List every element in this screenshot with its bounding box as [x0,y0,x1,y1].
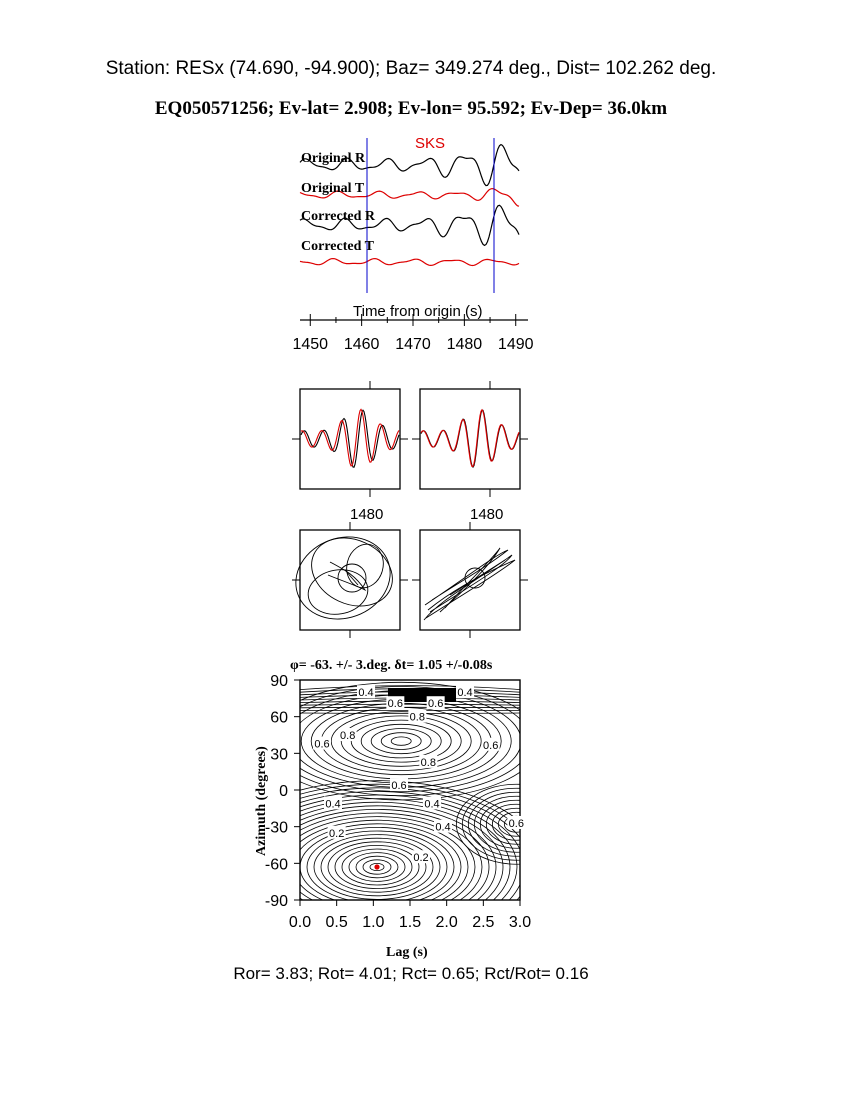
original-particle-motion-plot [284,524,403,632]
ratio-summary: Ror= 3.83; Rot= 4.01; Rct= 0.65; Rct/Rot= 0.16 [233,964,589,983]
trace-label-original-r: Original R [301,151,366,166]
corrected-overlay-t-trace [421,410,519,467]
contour-label: 0.6 [483,739,499,752]
corrected-t-trace [300,259,519,266]
seismogram-panel [292,135,533,353]
time-tick-label: 1490 [497,336,534,353]
original-components-plot [301,409,399,467]
particle-motion-ticks [292,522,528,638]
time-axis-label: Time from origin (s) [353,303,483,320]
trace-label-original-t: Original T [301,181,365,196]
azimuth-tick-label: 60 [270,709,288,727]
trace-label-corrected-t: Corrected T [301,239,374,254]
azimuth-tick-label: 0 [279,783,288,800]
contour-line [371,729,431,754]
azimuth-tick-label: 90 [270,673,288,690]
original-overlay-t-trace [301,409,399,466]
contour-label: 0.4 [358,687,374,700]
contour-label: 0.8 [409,711,425,724]
contour-line [311,703,491,779]
overlay-tick-label-right: 1480 [470,506,504,523]
contour-line [361,724,441,758]
lag-tick-label: 1.0 [362,914,385,931]
azimuth-tick-label: 30 [270,746,288,764]
original-overlay-r-trace [301,410,399,467]
azimuth-tick-label: -60 [264,856,288,874]
contour-label: 0.6 [428,698,444,711]
overlay-ticks [292,381,528,497]
contour-label: 0.8 [420,756,436,769]
phase-label: SKS [415,135,446,152]
particle-motion-panel [284,522,528,638]
contour-label: 0.4 [325,798,341,811]
time-tick-label: 1460 [343,336,380,353]
contour-label: 0.4 [424,798,440,811]
corrected-particle-motion-box [420,530,520,630]
time-tick-label: 1470 [395,336,431,353]
corrected-components-box [420,389,520,489]
contour-line [391,737,411,745]
lag-tick-label: 1.5 [398,914,422,931]
time-tick-label: 1480 [446,336,483,353]
best-fit-marker [374,864,379,869]
contour-line [341,716,461,766]
contour-label: 0.2 [413,852,429,865]
lag-tick-label: 0.5 [325,914,348,931]
contour-line [381,733,421,750]
azimuth-tick-label: -90 [264,893,288,910]
contour-line [300,704,520,705]
station-info-title: Station: RESx (74.690, -94.900); Baz= 349.274 deg., Dist= 102.262 deg. [105,58,717,79]
corrected-components-plot [421,410,519,467]
event-info-title: EQ050571256; Ev-lat= 2.908; Ev-lon= 95.592; Ev-Dep= 36.0km [154,98,668,119]
contour-label: 0.8 [340,730,356,742]
energy-grid-panel [209,658,576,960]
contour-label: 0.6 [391,780,407,793]
splitting-result: φ= -63. +/- 3.deg. δt= 1.05 +/-0.08s [290,658,493,673]
contour-label: 0.6 [314,738,330,751]
overlay-tick-label-left: 1480 [350,506,384,523]
contour-label: 0.6 [508,818,524,830]
contour-label: 0.4 [457,687,473,700]
azimuth-axis-label: Azimuth (degrees) [254,746,269,856]
corrected-particle-motion-plot [424,548,515,620]
lag-tick-label: 0.0 [288,914,312,931]
trace-label-corrected-r: Corrected R [301,209,375,224]
lag-tick-label: 2.0 [435,914,458,931]
contour-label: 0.2 [329,827,345,840]
azimuth-tick-label: -30 [264,819,288,837]
time-tick-label: 1450 [292,336,329,353]
waveform-overlay-panel [292,381,528,523]
lag-axis-label: Lag (s) [386,945,428,960]
lag-tick-label: 3.0 [508,914,532,931]
contour-label: 0.6 [387,698,403,711]
lag-tick-label: 2.5 [472,914,495,931]
contour-label: 0.4 [435,821,451,834]
